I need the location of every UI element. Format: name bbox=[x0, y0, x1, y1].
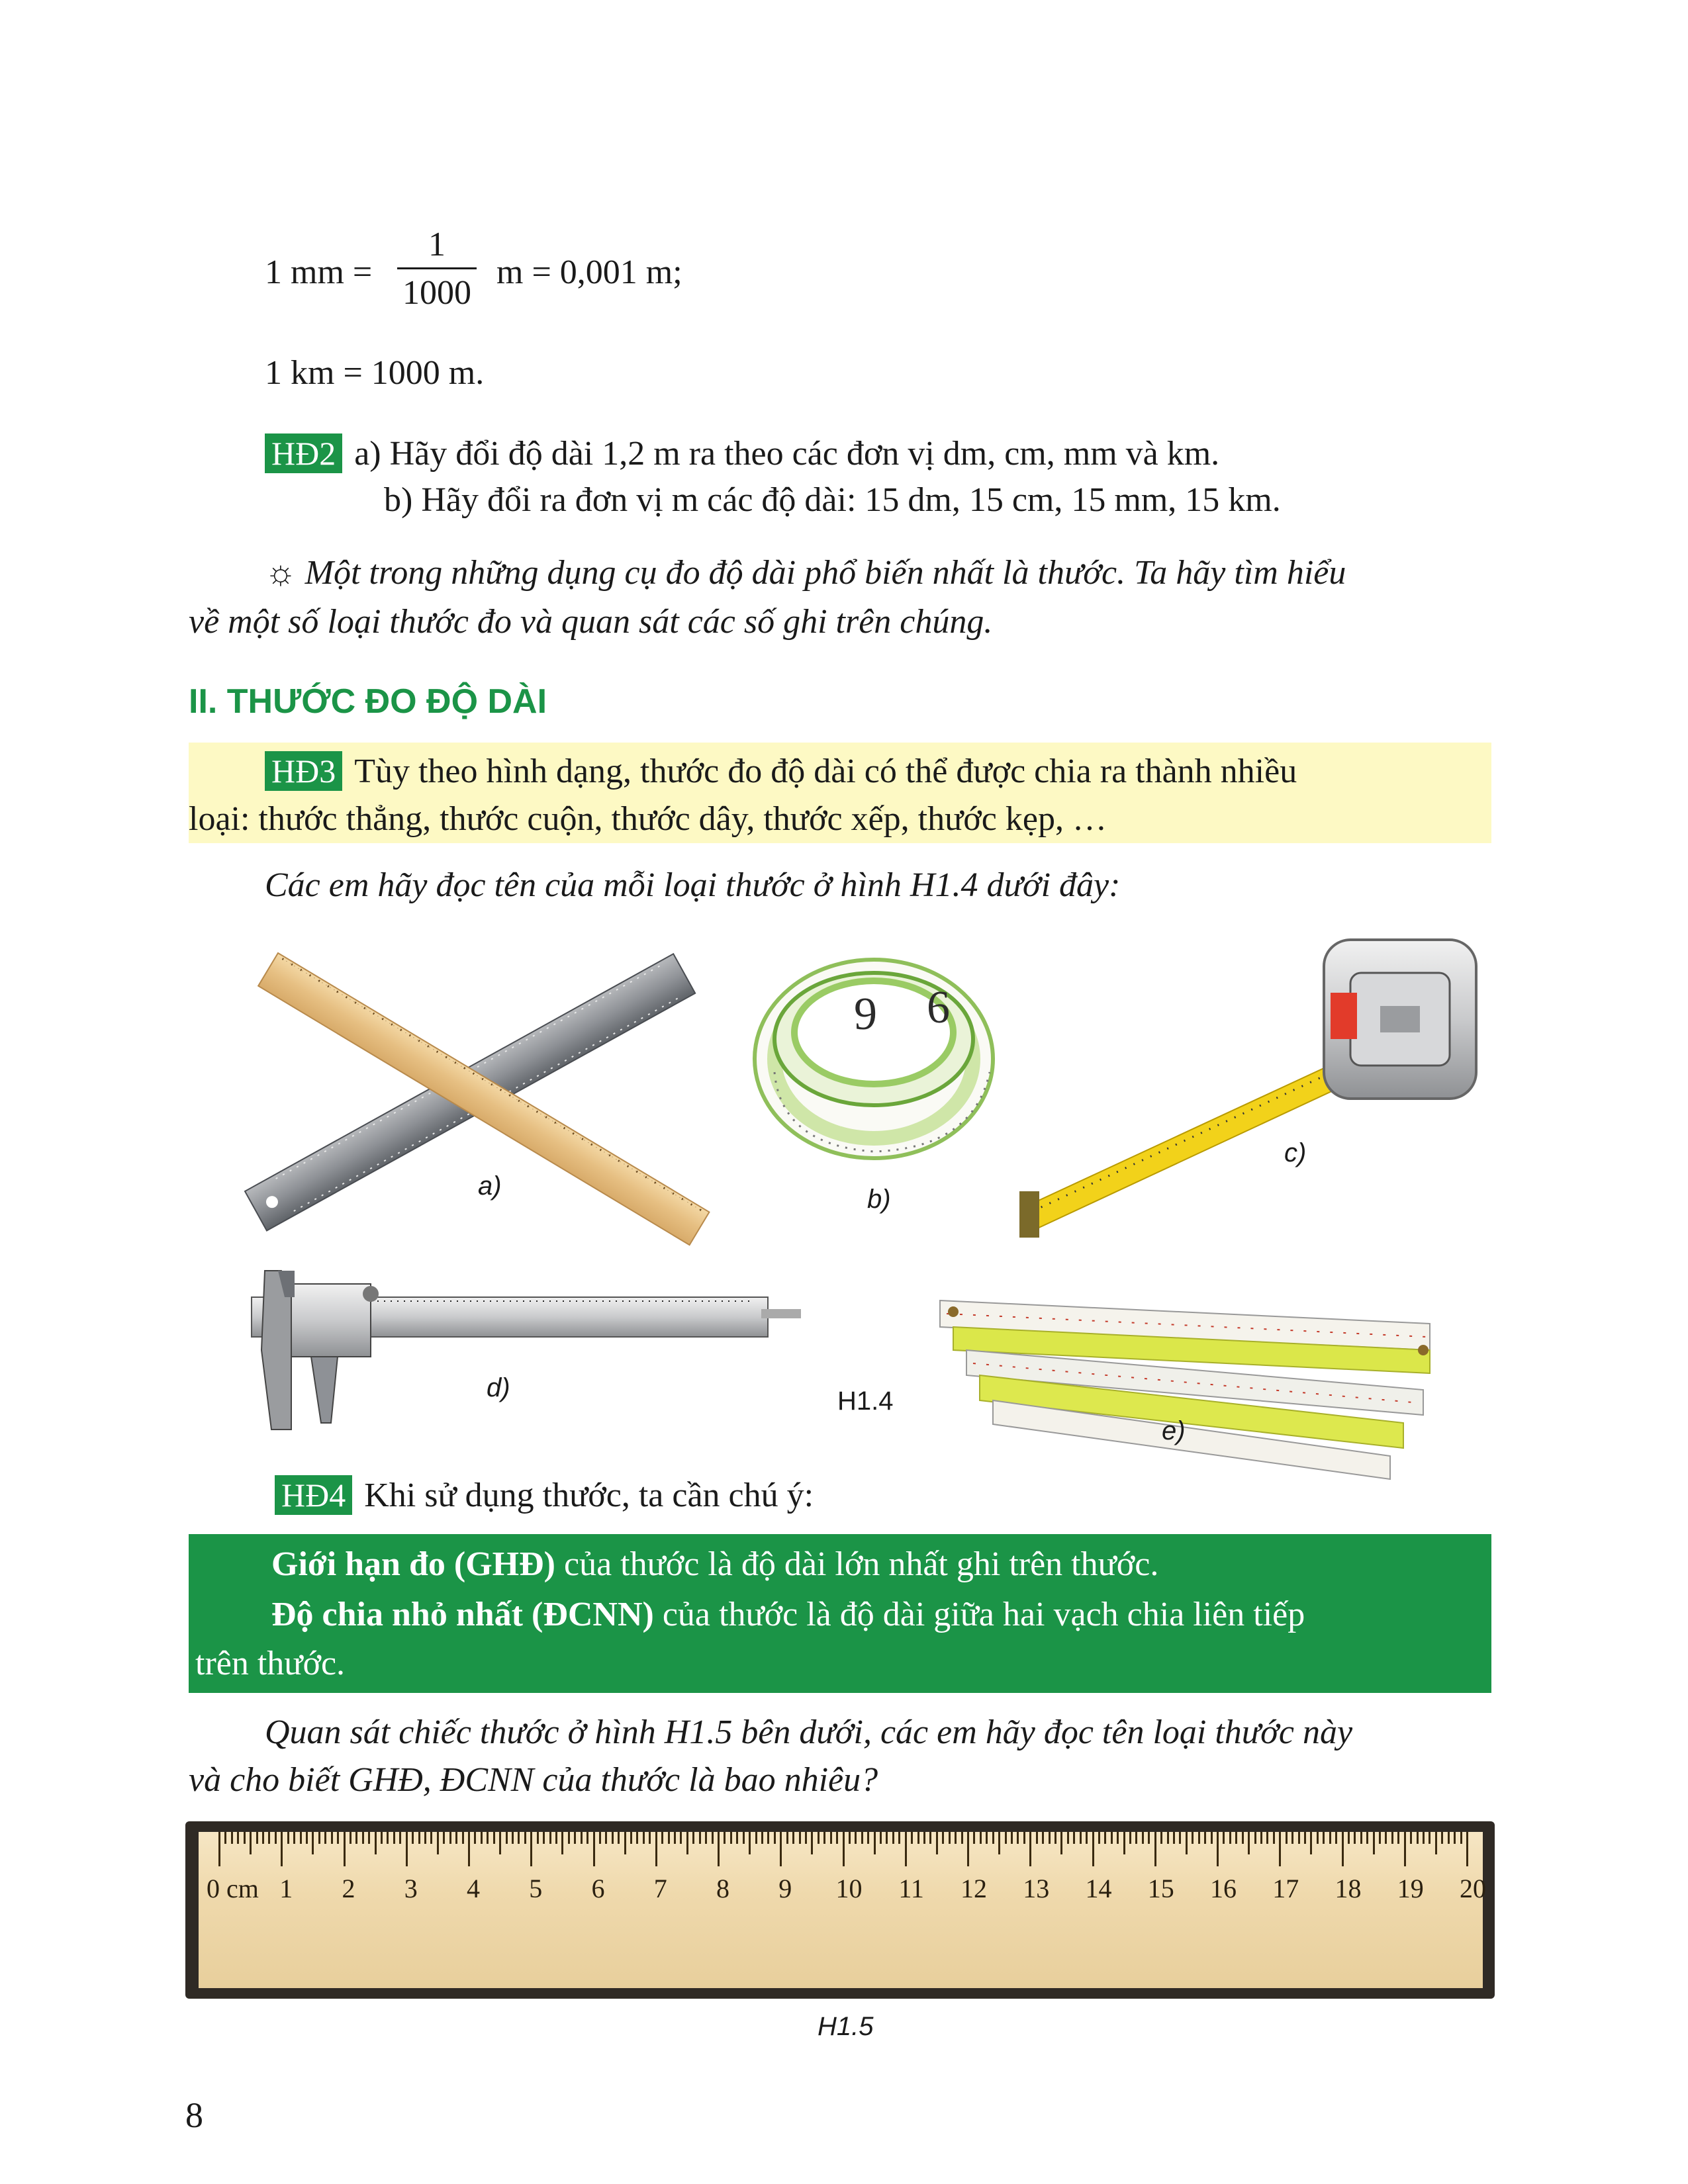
ruler-tick bbox=[1385, 1832, 1387, 1844]
ruler-tick bbox=[306, 1832, 308, 1844]
formula-mm-right: m = 0,001 m; bbox=[496, 253, 682, 291]
ruler-tick bbox=[1098, 1832, 1100, 1844]
ruler-tick bbox=[275, 1832, 277, 1844]
ruler-tick bbox=[730, 1832, 732, 1844]
ruler-tick bbox=[318, 1832, 320, 1844]
ruler-tick bbox=[368, 1832, 370, 1844]
ruler-tick bbox=[1073, 1832, 1075, 1844]
ruler-tick bbox=[555, 1832, 557, 1844]
ruler-tick bbox=[743, 1832, 745, 1844]
ruler-tick bbox=[1154, 1832, 1156, 1866]
ruler-tick bbox=[1379, 1832, 1381, 1844]
ruler-number: 7 bbox=[653, 1874, 667, 1903]
ruler-tick bbox=[605, 1832, 607, 1844]
ruler-number: 4 bbox=[467, 1874, 480, 1903]
ruler-tick bbox=[1410, 1832, 1412, 1844]
ruler-tick bbox=[792, 1832, 794, 1844]
ruler-tick bbox=[755, 1832, 757, 1844]
ruler-tick bbox=[836, 1832, 838, 1844]
ruler-tick bbox=[1017, 1832, 1019, 1844]
ruler-tick bbox=[973, 1832, 975, 1844]
ruler-tick bbox=[462, 1832, 464, 1844]
ruler-tick bbox=[493, 1832, 495, 1844]
ruler-tick bbox=[375, 1832, 377, 1854]
ruler-tick bbox=[1366, 1832, 1368, 1844]
ruler-tick bbox=[1204, 1832, 1206, 1844]
ruler-tick bbox=[581, 1832, 583, 1844]
hd3-prompt: Các em hãy đọc tên của mỗi loại thước ở hình H1.4 dưới đây: bbox=[265, 866, 1121, 904]
ruler-tick bbox=[1329, 1832, 1331, 1844]
ruler-tick bbox=[237, 1832, 239, 1844]
ruler-tick bbox=[468, 1832, 470, 1866]
ruler-tick bbox=[1360, 1832, 1362, 1844]
ruler-tick bbox=[967, 1832, 969, 1866]
hd2-line-b: b) Hãy đổi ra đơn vị m các độ dài: 15 dm, 15 cm, 15 mm, 15 km. bbox=[384, 481, 1281, 519]
hd4-tag: HĐ4 bbox=[275, 1475, 352, 1515]
ruler-tick bbox=[636, 1832, 638, 1844]
ruler-tick bbox=[823, 1832, 825, 1844]
tape-digit-9: 9 bbox=[854, 989, 877, 1040]
ruler-tick bbox=[412, 1832, 414, 1844]
ruler-tick bbox=[886, 1832, 888, 1844]
ruler-tick bbox=[1454, 1832, 1456, 1844]
ruler-tick bbox=[1023, 1832, 1025, 1844]
ruler-tick bbox=[1148, 1832, 1150, 1844]
ruler-tick bbox=[986, 1832, 988, 1844]
intro-line-2: về một số loại thước đo và quan sát các số ghi trên chúng. bbox=[189, 603, 993, 641]
ruler-number: 2 bbox=[342, 1874, 355, 1903]
ruler-tick bbox=[1310, 1832, 1312, 1854]
intro-line-1-text: Một trong những dụng cụ đo độ dài phổ biến nhất là thước. Ta hãy tìm hiểu bbox=[305, 554, 1346, 592]
ruler-number: 8 bbox=[716, 1874, 729, 1903]
sun-icon: ☼ bbox=[265, 554, 297, 592]
question-line-1: Quan sát chiếc thước ở hình H1.5 bên dưới, các em hãy đọc tên loại thước này bbox=[265, 1713, 1353, 1751]
dcnn-continuation: trên thước. bbox=[195, 1645, 346, 1682]
ruler-tick bbox=[867, 1832, 869, 1844]
ruler-tick bbox=[811, 1832, 813, 1854]
ruler-tick bbox=[1086, 1832, 1088, 1844]
ruler-tick bbox=[618, 1832, 620, 1844]
ruler-tick bbox=[1186, 1832, 1188, 1854]
ruler-tick bbox=[1348, 1832, 1350, 1844]
ruler-tick bbox=[692, 1832, 694, 1844]
ruler-tick bbox=[668, 1832, 670, 1844]
label-d: d) bbox=[487, 1373, 510, 1402]
label-c: c) bbox=[1284, 1138, 1307, 1167]
ruler-tick bbox=[481, 1832, 483, 1844]
ruler-tick bbox=[1135, 1832, 1137, 1844]
question-line-2: và cho biết GHĐ, ĐCNN của thước là bao nhiêu? bbox=[189, 1761, 878, 1799]
ruler-tick bbox=[1123, 1832, 1125, 1854]
folding-ruler bbox=[940, 1300, 1430, 1479]
ruler-tick bbox=[568, 1832, 570, 1844]
ruler-number: 20 bbox=[1460, 1874, 1486, 1903]
ruler-tick bbox=[231, 1832, 233, 1844]
ruler-tick bbox=[1298, 1832, 1300, 1844]
ruler-number: 14 bbox=[1085, 1874, 1112, 1903]
ruler-tick bbox=[736, 1832, 738, 1844]
ruler-tick bbox=[1404, 1832, 1406, 1866]
ruler-tick bbox=[1160, 1832, 1162, 1844]
ruler-tick bbox=[1111, 1832, 1113, 1844]
ruler-tick bbox=[1167, 1832, 1169, 1844]
ruler-tick bbox=[767, 1832, 769, 1844]
ruler-tick bbox=[761, 1832, 763, 1844]
ruler-tick bbox=[1466, 1832, 1468, 1866]
ruler-tick bbox=[418, 1832, 420, 1844]
ruler-tick bbox=[586, 1832, 588, 1844]
ruler-tick bbox=[680, 1832, 682, 1844]
ruler-tick bbox=[1142, 1832, 1144, 1844]
ruler-tick bbox=[774, 1832, 776, 1844]
ruler-number: 17 bbox=[1272, 1874, 1299, 1903]
ruler-tick bbox=[512, 1832, 514, 1844]
ruler-tick bbox=[880, 1832, 882, 1844]
ruler-tick bbox=[1279, 1832, 1281, 1866]
ruler-number: 3 bbox=[404, 1874, 418, 1903]
ruler-tick bbox=[244, 1832, 246, 1844]
ruler-tick bbox=[593, 1832, 595, 1866]
ruler-tick bbox=[331, 1832, 333, 1844]
ruler-number: 16 bbox=[1210, 1874, 1237, 1903]
ruler-tick bbox=[324, 1832, 326, 1844]
ruler-face bbox=[199, 1832, 1486, 1988]
ruler-tick bbox=[718, 1832, 720, 1866]
ruler-tick bbox=[612, 1832, 614, 1844]
coiled-tape-measure bbox=[755, 960, 993, 1158]
page-number: 8 bbox=[185, 2095, 203, 2135]
ruler-tick bbox=[293, 1832, 295, 1844]
dcnn-term: Độ chia nhỏ nhất (ĐCNN) bbox=[271, 1596, 654, 1633]
caption-h15: H1.5 bbox=[818, 2012, 874, 2041]
hd3-line-2: loại: thước thẳng, thước cuộn, thước dây, thước xếp, thước kẹp, … bbox=[189, 800, 1107, 838]
ruler-tick bbox=[699, 1832, 701, 1844]
label-a: a) bbox=[478, 1171, 502, 1201]
ruler-tick bbox=[1417, 1832, 1419, 1844]
ruler-tick bbox=[655, 1832, 657, 1866]
ruler-tick bbox=[387, 1832, 389, 1844]
ruler-tick bbox=[1223, 1832, 1225, 1844]
ruler-tick bbox=[980, 1832, 982, 1844]
ruler-tick bbox=[1179, 1832, 1181, 1844]
ruler-tick bbox=[929, 1832, 931, 1844]
ruler-tick bbox=[1117, 1832, 1119, 1844]
ruler-tick bbox=[780, 1832, 782, 1866]
ruler-tick bbox=[911, 1832, 913, 1844]
ruler-tick bbox=[1242, 1832, 1244, 1844]
ruler-tick bbox=[1254, 1832, 1256, 1844]
ruler-tick bbox=[399, 1832, 401, 1844]
hd2-line-a-text: a) Hãy đổi độ dài 1,2 m ra theo các đơn vị dm, cm, mm và km. bbox=[354, 435, 1220, 473]
ruler-tick bbox=[250, 1832, 252, 1854]
ruler-tick bbox=[1011, 1832, 1013, 1844]
ruler-tick bbox=[686, 1832, 688, 1854]
hd4-line-text: Khi sử dụng thước, ta cần chú ý: bbox=[364, 1477, 814, 1514]
ruler-unit-label: 0 cm bbox=[207, 1874, 259, 1903]
ruler-tick bbox=[1435, 1832, 1437, 1854]
ruler-tick bbox=[892, 1832, 894, 1844]
ruler-tick bbox=[518, 1832, 520, 1844]
ruler-tick bbox=[1317, 1832, 1319, 1844]
ruler-tick bbox=[1211, 1832, 1213, 1844]
ruler-tick bbox=[1198, 1832, 1200, 1844]
section-heading: II. THƯỚC ĐO ĐỘ DÀI bbox=[189, 682, 547, 721]
ruler-tick bbox=[224, 1832, 226, 1844]
ruler-tick bbox=[449, 1832, 451, 1844]
ruler-tick bbox=[1429, 1832, 1430, 1844]
ruler-tick bbox=[1229, 1832, 1231, 1844]
ruler-tick bbox=[961, 1832, 963, 1844]
ruler-tick bbox=[1042, 1832, 1044, 1844]
ghd-term: Giới hạn đo (GHĐ) bbox=[271, 1545, 555, 1583]
ruler-tick bbox=[1323, 1832, 1325, 1844]
ruler-tick bbox=[861, 1832, 863, 1844]
ruler-tick bbox=[818, 1832, 820, 1844]
ruler-tick bbox=[805, 1832, 807, 1844]
ruler-tick bbox=[630, 1832, 632, 1844]
ruler-tick bbox=[643, 1832, 645, 1844]
ruler-tick bbox=[574, 1832, 576, 1844]
ruler-tick bbox=[661, 1832, 663, 1844]
ruler-tick bbox=[830, 1832, 832, 1844]
fraction-numerator: 1 bbox=[428, 226, 445, 263]
ruler-tick bbox=[262, 1832, 264, 1844]
ruler-number: 10 bbox=[835, 1874, 863, 1903]
tape-digit-6: 6 bbox=[927, 982, 950, 1033]
ruler-tick bbox=[474, 1832, 476, 1844]
ruler-tick bbox=[1080, 1832, 1082, 1844]
ruler-tick bbox=[1092, 1832, 1094, 1866]
formula-mm-left: 1 mm = bbox=[265, 253, 373, 291]
ruler-tick bbox=[799, 1832, 801, 1844]
ruler-tick bbox=[530, 1832, 532, 1866]
ghd-definition bbox=[271, 1541, 1158, 1588]
ruler-tick bbox=[393, 1832, 395, 1844]
ruler-tick bbox=[381, 1832, 383, 1844]
ruler-tick bbox=[443, 1832, 445, 1844]
ruler-tick bbox=[1005, 1832, 1007, 1844]
ruler-tick bbox=[561, 1832, 563, 1854]
ruler-number: 18 bbox=[1335, 1874, 1362, 1903]
label-e: e) bbox=[1162, 1416, 1186, 1445]
ruler-tick bbox=[430, 1832, 432, 1844]
label-b: b) bbox=[867, 1185, 891, 1214]
ruler-tick bbox=[724, 1832, 726, 1844]
ruler-tick bbox=[437, 1832, 439, 1854]
ruler-tick bbox=[649, 1832, 651, 1844]
ruler-tick bbox=[1335, 1832, 1337, 1844]
ruler-number: 1 bbox=[279, 1874, 293, 1903]
dcnn-text: của thước là độ dài giữa hai vạch chia liên tiếp bbox=[653, 1596, 1305, 1633]
ruler-tick bbox=[1129, 1832, 1131, 1844]
ruler-tick bbox=[1286, 1832, 1288, 1844]
retractable-tape-measure bbox=[1019, 940, 1476, 1238]
ruler-tick bbox=[949, 1832, 951, 1844]
ruler-tick bbox=[256, 1832, 258, 1844]
ruler-tick bbox=[905, 1832, 907, 1866]
ruler-number: 13 bbox=[1023, 1874, 1050, 1903]
ruler-tick bbox=[917, 1832, 919, 1844]
ruler-tick bbox=[1217, 1832, 1219, 1866]
ruler-tick bbox=[218, 1832, 220, 1866]
ruler-tick bbox=[499, 1832, 501, 1854]
ruler-tick bbox=[268, 1832, 270, 1844]
ruler-tick bbox=[1235, 1832, 1237, 1844]
ruler-tick bbox=[1441, 1832, 1443, 1844]
ruler-tick bbox=[424, 1832, 426, 1844]
ruler-tick bbox=[1266, 1832, 1268, 1844]
ruler-tick bbox=[849, 1832, 851, 1844]
ruler-tick bbox=[705, 1832, 707, 1844]
ruler-tick bbox=[455, 1832, 457, 1844]
ruler-number: 6 bbox=[591, 1874, 605, 1903]
ruler-tick bbox=[955, 1832, 957, 1844]
ruler-tick bbox=[312, 1832, 314, 1854]
ruler-tick bbox=[344, 1832, 346, 1866]
fraction-denominator: 1000 bbox=[402, 274, 471, 312]
ruler-tick bbox=[599, 1832, 601, 1844]
ruler-tick bbox=[1060, 1832, 1062, 1854]
dcnn-definition bbox=[271, 1591, 1305, 1639]
ruler-number: 9 bbox=[778, 1874, 792, 1903]
ruler-number: 12 bbox=[961, 1874, 987, 1903]
ruler-tick bbox=[1448, 1832, 1450, 1844]
ruler-tick bbox=[1342, 1832, 1344, 1866]
ruler-tick bbox=[1192, 1832, 1194, 1844]
ruler-tick bbox=[1248, 1832, 1250, 1854]
ruler-tick bbox=[506, 1832, 508, 1844]
ruler-tick bbox=[1354, 1832, 1356, 1844]
ruler-tick bbox=[355, 1832, 357, 1844]
ruler-tick bbox=[936, 1832, 938, 1854]
ruler-tick bbox=[1291, 1832, 1293, 1844]
ruler-tick bbox=[624, 1832, 626, 1854]
ruler-tick bbox=[549, 1832, 551, 1844]
hd3-line-1-text: Tùy theo hình dạng, thước đo độ dài có thể được chia ra thành nhiều bbox=[354, 752, 1297, 790]
ruler-tick bbox=[855, 1832, 857, 1844]
ruler-tick bbox=[1423, 1832, 1425, 1844]
ruler-tick bbox=[898, 1832, 900, 1844]
ruler-tick bbox=[942, 1832, 944, 1844]
ruler-tick bbox=[1036, 1832, 1038, 1844]
ruler-tick bbox=[786, 1832, 788, 1844]
ruler-number: 5 bbox=[529, 1874, 543, 1903]
ruler-tick bbox=[487, 1832, 489, 1844]
ruler-tick bbox=[674, 1832, 676, 1844]
ruler-tick bbox=[350, 1832, 352, 1844]
hd2-tag: HĐ2 bbox=[265, 433, 342, 473]
ruler-tick bbox=[337, 1832, 339, 1844]
hd4-line bbox=[275, 1472, 814, 1520]
ruler-tick bbox=[1273, 1832, 1275, 1844]
ruler-tick bbox=[998, 1832, 1000, 1854]
ruler-tick bbox=[300, 1832, 302, 1844]
hd3-tag: HĐ3 bbox=[265, 751, 342, 791]
ruler-number: 11 bbox=[898, 1874, 924, 1903]
ruler-number: 19 bbox=[1397, 1874, 1424, 1903]
ruler-tick bbox=[712, 1832, 714, 1844]
ruler-tick bbox=[1104, 1832, 1106, 1844]
ruler-tick bbox=[874, 1832, 876, 1854]
vernier-caliper bbox=[252, 1271, 801, 1430]
ruler-tick bbox=[1260, 1832, 1262, 1844]
ruler-tick bbox=[1397, 1832, 1399, 1844]
ruler-tick bbox=[1391, 1832, 1393, 1844]
ruler-tick bbox=[287, 1832, 289, 1844]
ruler-tick bbox=[362, 1832, 364, 1844]
ruler-tick bbox=[524, 1832, 526, 1844]
ruler-tick bbox=[543, 1832, 545, 1844]
ruler-tick bbox=[281, 1832, 283, 1866]
ruler-tick bbox=[1460, 1832, 1462, 1844]
ruler-number: 15 bbox=[1147, 1874, 1174, 1903]
ruler-tick bbox=[1173, 1832, 1175, 1844]
ruler-tick bbox=[1049, 1832, 1051, 1844]
formula-km: 1 km = 1000 m. bbox=[265, 354, 485, 392]
ruler-tick bbox=[923, 1832, 925, 1844]
ruler-tick bbox=[749, 1832, 751, 1854]
ruler-tick bbox=[1373, 1832, 1375, 1854]
ruler-tick bbox=[537, 1832, 539, 1844]
ruler-tick bbox=[1055, 1832, 1056, 1844]
ruler-scale bbox=[199, 1832, 1486, 1988]
ghd-text: của thước là độ dài lớn nhất ghi trên thước. bbox=[555, 1545, 1159, 1583]
ruler-tick bbox=[843, 1832, 845, 1866]
ruler-tick bbox=[1029, 1832, 1031, 1866]
ruler-tick bbox=[1304, 1832, 1306, 1844]
caption-h14: H1.4 bbox=[837, 1387, 894, 1416]
ruler-tick bbox=[1067, 1832, 1069, 1844]
ruler-tick bbox=[992, 1832, 994, 1844]
ruler-tick bbox=[406, 1832, 408, 1866]
